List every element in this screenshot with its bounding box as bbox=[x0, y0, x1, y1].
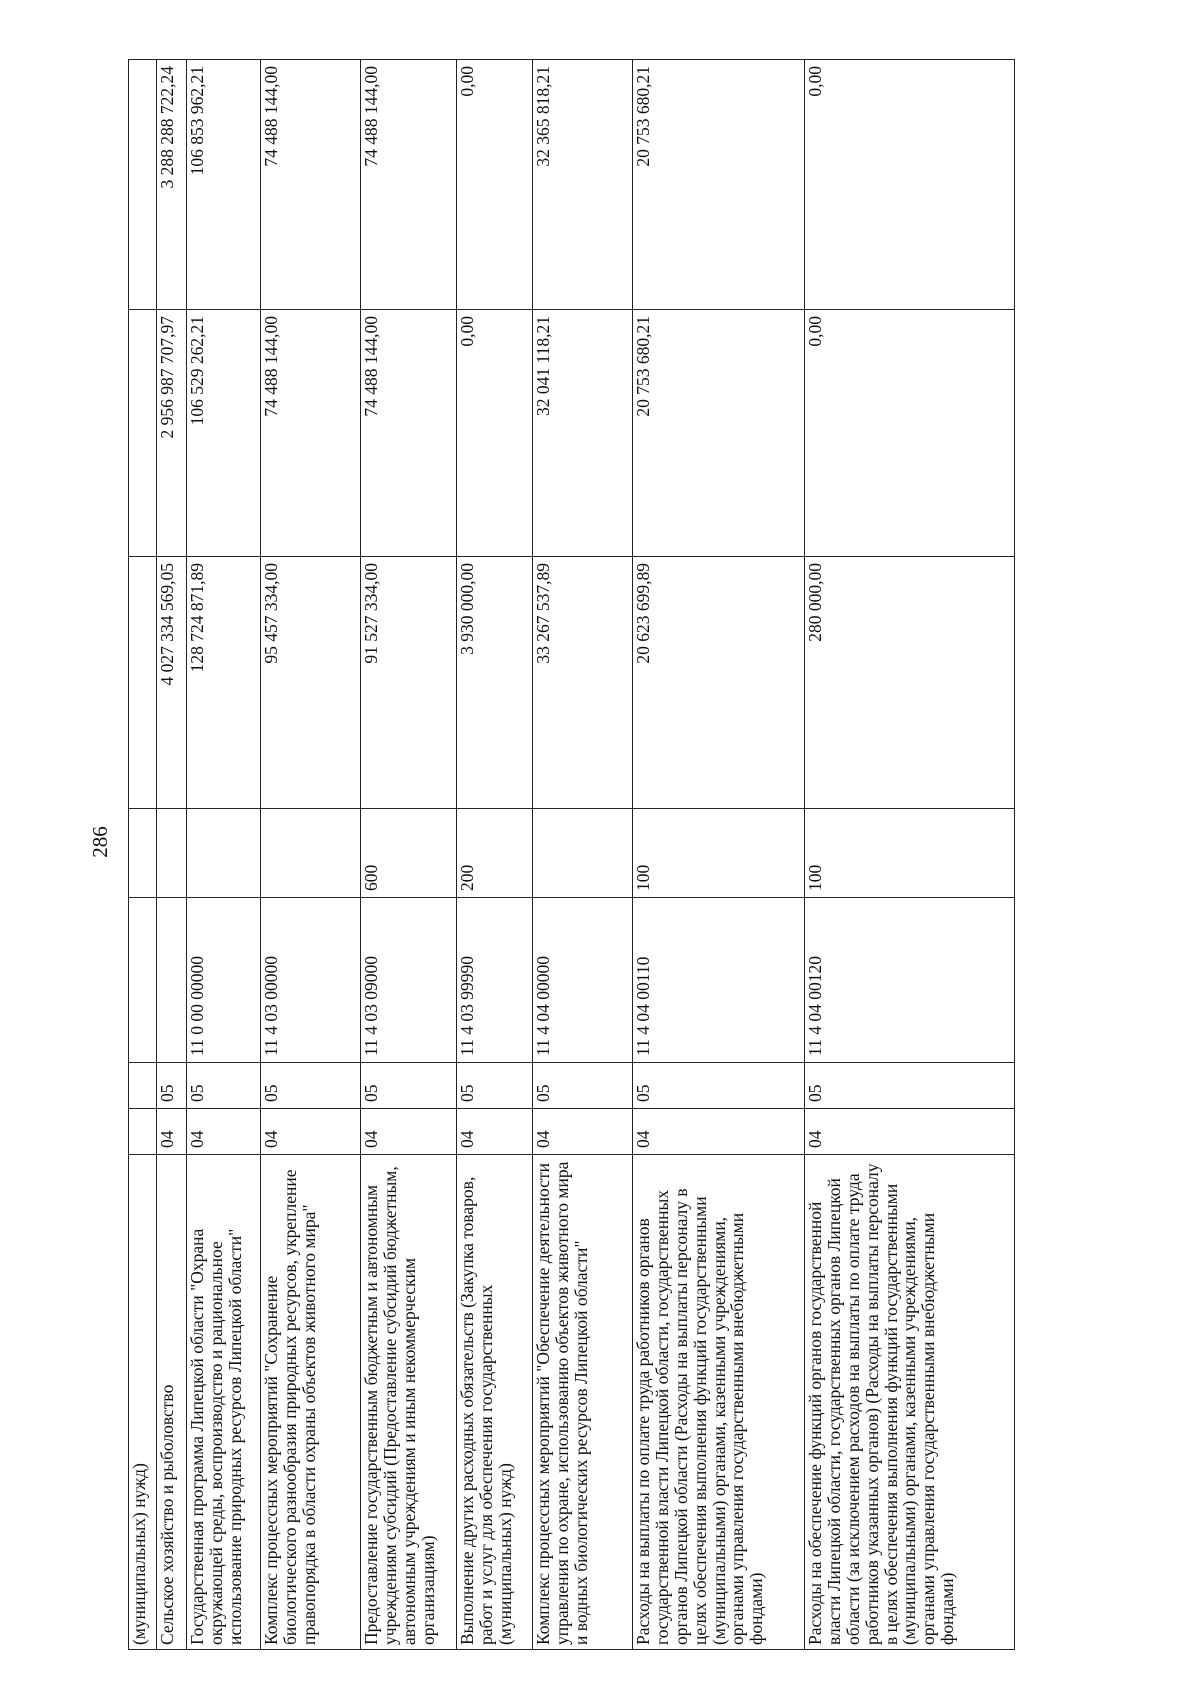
row-pz: 05 bbox=[261, 1063, 361, 1109]
row-sum-1: 3 930 000,00 bbox=[457, 557, 533, 809]
row-name: Расходы на выплаты по оплате труда работников органов государственной власти Липецкой области, государственных органов Липецкой области (Расходы на выплаты персоналу в целях обеспечения выполнения функций государственными (муниципальными) органами, казенными учреждениями, органами управления государственными внебюджетными фондами) bbox=[633, 1155, 805, 1650]
row-name: Комплекс процессных мероприятий "Обеспечение деятельности управления по охране, использованию объектов животного мира и водных биологических ресурсов Липецкой области" bbox=[533, 1155, 633, 1650]
row-pz bbox=[129, 1063, 157, 1109]
row-gr: 04 bbox=[157, 1109, 187, 1155]
row-csr: 11 4 03 09000 bbox=[361, 898, 457, 1063]
row-csr: 11 4 04 00120 bbox=[805, 898, 1015, 1063]
row-sum-3: 20 753 680,21 bbox=[633, 60, 805, 310]
row-name: Сельское хозяйство и рыболовство bbox=[157, 1155, 187, 1650]
row-sum-3: 0,00 bbox=[457, 60, 533, 310]
table-row bbox=[261, 60, 361, 1650]
table-row bbox=[129, 60, 157, 1650]
row-gr: 04 bbox=[261, 1109, 361, 1155]
row-sum-3 bbox=[129, 60, 157, 310]
row-gr bbox=[129, 1109, 157, 1155]
row-pz: 05 bbox=[187, 1063, 261, 1109]
row-vr: 100 bbox=[805, 809, 1015, 898]
row-sum-1: 20 623 699,89 bbox=[633, 557, 805, 809]
row-sum-2: 20 753 680,21 bbox=[633, 310, 805, 557]
row-sum-1: 128 724 871,89 bbox=[187, 557, 261, 809]
row-gr: 04 bbox=[633, 1109, 805, 1155]
row-gr: 04 bbox=[805, 1109, 1015, 1155]
row-vr bbox=[129, 809, 157, 898]
row-pz: 05 bbox=[157, 1063, 187, 1109]
row-name: Комплекс процессных мероприятий "Сохранение биологического разнообразия природных ресурсов, укрепление правопорядка в области охраны объектов животного мира" bbox=[261, 1155, 361, 1650]
row-vr bbox=[187, 809, 261, 898]
row-csr: 11 4 04 00110 bbox=[633, 898, 805, 1063]
table-row bbox=[157, 60, 187, 1650]
row-csr bbox=[129, 898, 157, 1063]
table-row bbox=[187, 60, 261, 1650]
row-sum-3: 106 853 962,21 bbox=[187, 60, 261, 310]
row-name: Государственная программа Липецкой области "Охрана окружающей среды, воспроизводство и рациональное использование природных ресурсов Липецкой области" bbox=[187, 1155, 261, 1650]
row-sum-2: 32 041 118,21 bbox=[533, 310, 633, 557]
row-vr: 600 bbox=[361, 809, 457, 898]
row-pz: 05 bbox=[361, 1063, 457, 1109]
table-row bbox=[361, 60, 457, 1650]
row-gr: 04 bbox=[457, 1109, 533, 1155]
row-sum-3: 0,00 bbox=[805, 60, 1015, 310]
row-sum-2: 0,00 bbox=[457, 310, 533, 557]
row-gr: 04 bbox=[361, 1109, 457, 1155]
row-name: Предоставление государственным бюджетным и автономным учреждениям субсидий (Предоставление субсидий бюджетным, автономным учреждениям и иным некоммерческим организациям) bbox=[361, 1155, 457, 1650]
table-row bbox=[633, 60, 805, 1650]
row-csr: 11 4 03 00000 bbox=[261, 898, 361, 1063]
row-pz: 05 bbox=[633, 1063, 805, 1109]
row-csr: 11 0 00 00000 bbox=[187, 898, 261, 1063]
table-row bbox=[533, 60, 633, 1650]
row-gr: 04 bbox=[187, 1109, 261, 1155]
row-name: Расходы на обеспечение функций органов государственной власти Липецкой области, государственных органов Липецкой области (за исключением расходов на выплаты по оплате труда работников указанных органов) (Расходы на выплаты персоналу в целях обеспечения выполнения функций государственными (муниципальными) органами, казенными учреждениями, органами управления государственными внебюджетными фондами) bbox=[805, 1155, 1015, 1650]
row-name: Выполнение других расходных обязательств (Закупка товаров, работ и услуг для обеспечения государственных (муниципальных) нужд) bbox=[457, 1155, 533, 1650]
page-number: 286 bbox=[88, 826, 112, 858]
row-sum-2: 106 529 262,21 bbox=[187, 310, 261, 557]
row-sum-3: 74 488 144,00 bbox=[261, 60, 361, 310]
row-pz: 05 bbox=[457, 1063, 533, 1109]
row-sum-2 bbox=[129, 310, 157, 557]
row-sum-1: 33 267 537,89 bbox=[533, 557, 633, 809]
row-vr bbox=[261, 809, 361, 898]
row-name: (муниципальных) нужд) bbox=[129, 1155, 157, 1650]
table-row bbox=[805, 60, 1015, 1650]
row-sum-1: 91 527 334,00 bbox=[361, 557, 457, 809]
row-csr bbox=[157, 898, 187, 1063]
row-sum-1: 4 027 334 569,05 bbox=[157, 557, 187, 809]
row-sum-2: 74 488 144,00 bbox=[261, 310, 361, 557]
row-pz: 05 bbox=[805, 1063, 1015, 1109]
row-csr: 11 4 03 99990 bbox=[457, 898, 533, 1063]
row-sum-2: 2 956 987 707,97 bbox=[157, 310, 187, 557]
row-sum-1: 280 000,00 bbox=[805, 557, 1015, 809]
row-csr: 11 4 04 00000 bbox=[533, 898, 633, 1063]
row-sum-1: 95 457 334,00 bbox=[261, 557, 361, 809]
row-sum-1 bbox=[129, 557, 157, 809]
row-gr: 04 bbox=[533, 1109, 633, 1155]
row-sum-2: 0,00 bbox=[805, 310, 1015, 557]
row-sum-3: 74 488 144,00 bbox=[361, 60, 457, 310]
table-row bbox=[457, 60, 533, 1650]
row-vr: 100 bbox=[633, 809, 805, 898]
row-vr: 200 bbox=[457, 809, 533, 898]
row-vr bbox=[157, 809, 187, 898]
row-sum-2: 74 488 144,00 bbox=[361, 310, 457, 557]
row-vr bbox=[533, 809, 633, 898]
rotated-table-container bbox=[128, 60, 1088, 1650]
row-sum-3: 3 288 288 722,24 bbox=[157, 60, 187, 310]
row-pz: 05 bbox=[533, 1063, 633, 1109]
budget-table bbox=[128, 59, 1015, 1650]
row-sum-3: 32 365 818,21 bbox=[533, 60, 633, 310]
